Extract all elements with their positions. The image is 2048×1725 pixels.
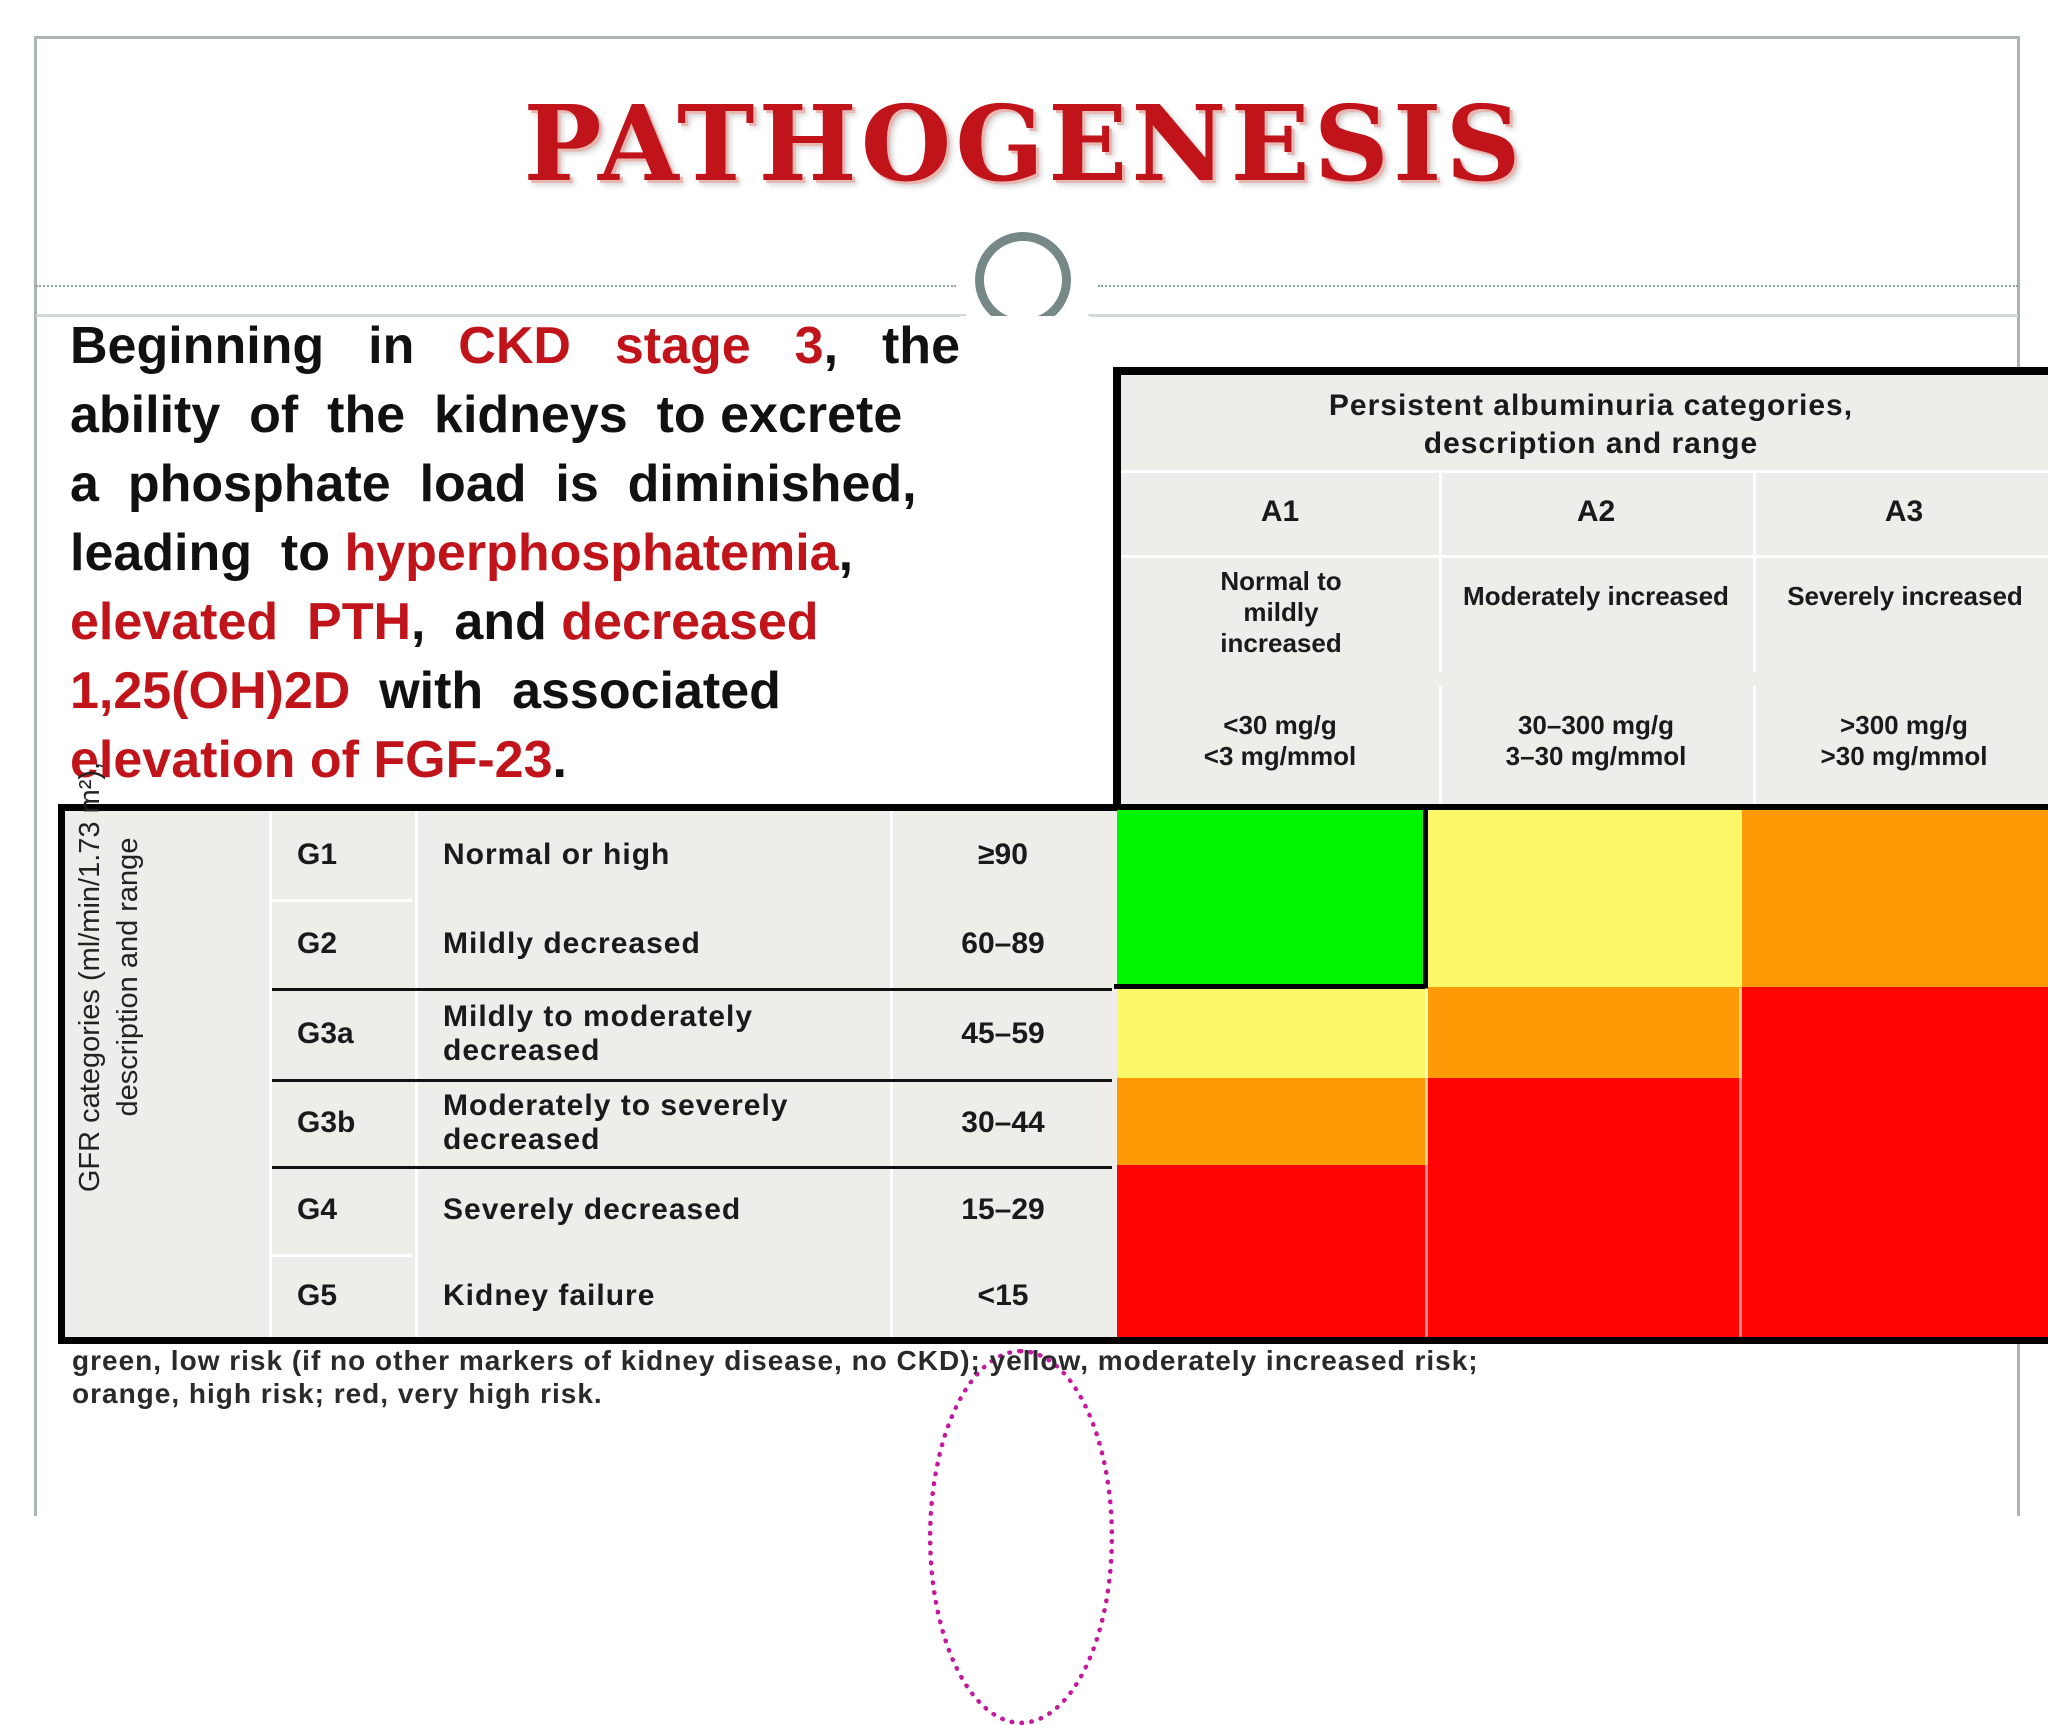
text-the: the	[881, 317, 960, 375]
text-hyperphosphatemia: hyperphosphatemia	[344, 524, 839, 582]
divider-dotted-right	[1098, 285, 2018, 287]
gfr-description-g3b: Moderately to severely decreased	[443, 1088, 789, 1156]
risk-cell-g4-a3	[1742, 1165, 2048, 1254]
gfr-box	[58, 761, 2048, 1344]
risk-cell-g1-a3	[1742, 810, 2048, 899]
a2-range-mg-mmol: 3–30 mg/mmol	[1505, 741, 1687, 771]
text-elevated-pth: elevated PTH	[70, 593, 412, 651]
text-decreased: decreased	[561, 593, 819, 651]
range-gap	[1121, 672, 2048, 686]
text-and: , and	[411, 593, 562, 651]
gfr-code-g3b: G3b	[297, 1105, 356, 1139]
a3-description: Severely increased	[1787, 581, 2023, 611]
albuminuria-header-box	[1113, 367, 2048, 807]
a1-range	[1121, 710, 1439, 772]
text-comma: ,	[823, 317, 839, 375]
divider-dotted-left	[36, 285, 956, 287]
gfr-description-g3a: Mildly to moderately decreased	[443, 999, 754, 1067]
heatmap-col-sep-2	[1739, 988, 1742, 1337]
text-in: in	[368, 317, 415, 375]
slide-title: PATHOGENESIS	[523, 82, 1525, 205]
header-separator	[1121, 470, 2048, 473]
gfr-range-g5: <15	[977, 1278, 1029, 1312]
risk-legend	[72, 1344, 1952, 1410]
text-stage: stage	[614, 317, 751, 375]
risk-cell-g3b-a2	[1428, 1078, 1742, 1166]
a1-code: A1	[1260, 495, 1300, 528]
legend-line-2: orange, high risk; red, very high risk.	[72, 1378, 603, 1409]
a1-range-mg-g: <30 mg/g	[1223, 710, 1337, 740]
gfr-range-g4: 15–29	[961, 1193, 1045, 1226]
legend-line-1: green, low risk (if no other markers of kidney disease, no CKD); yellow, moderately increased risk;	[72, 1345, 1479, 1376]
risk-cell-g3b-a3	[1742, 1078, 2048, 1166]
text-fgf23: elevation of FGF-23	[70, 731, 553, 789]
risk-cell-g5-a3	[1742, 1253, 2048, 1337]
risk-cell-g1-a2	[1428, 810, 1742, 899]
gfr-code-g2: G2	[297, 926, 338, 960]
a2-code: A2	[1576, 495, 1616, 528]
a1-description: Normal to mildly increased	[1220, 566, 1342, 658]
a3-code: A3	[1884, 495, 1924, 528]
gfr-description-g5: Kidney failure	[443, 1278, 656, 1312]
risk-cell-g2-a2	[1428, 898, 1742, 988]
risk-cell-g5-a1	[1117, 1253, 1428, 1337]
risk-cell-g3a-a3	[1742, 987, 2048, 1079]
gfr-range-g1: ≥90	[978, 838, 1028, 871]
a2-range-mg-g: 30–300 mg/g	[1517, 710, 1675, 740]
text-ckd: CKD	[458, 317, 571, 375]
a1-range-mg-mmol: <3 mg/mmol	[1203, 741, 1357, 771]
a3-range-mg-mmol: >30 mg/mmol	[1820, 741, 1988, 771]
gfr-sep-axis	[269, 811, 272, 1337]
ckd-risk-table	[58, 367, 2023, 1367]
gfr-range-g3a: 45–59	[961, 1016, 1045, 1050]
body-line-3: a phosphate load is diminished,	[70, 455, 917, 513]
gfr-axis-label-line-2: description and range	[112, 837, 144, 1117]
risk-cell-g5-a2	[1428, 1253, 1742, 1337]
gfr-axis-label-line-1: GFR categories (ml/min/1.73 m²),	[74, 761, 106, 1193]
gfr-axis-label	[71, 707, 181, 1247]
gfr-description-g4: Severely decreased	[443, 1193, 742, 1226]
low-risk-block-border	[1114, 809, 1428, 989]
a3-range-mg-g: >300 mg/g	[1840, 710, 1968, 740]
gfr-code-g4: G4	[297, 1193, 338, 1226]
gfr-gap-g1-g2-code	[272, 899, 412, 902]
heatmap-col-sep-1	[1425, 988, 1428, 1337]
text-comma-2: ,	[838, 524, 854, 582]
text-stage-number: 3	[794, 317, 824, 375]
divider-solid-right	[1088, 314, 2018, 317]
text-vitamin-d: 1,25(OH)2D	[70, 662, 351, 720]
albuminuria-header: Persistent albuminuria categories, description and range	[1328, 389, 1854, 460]
risk-cell-g3b-a1	[1117, 1078, 1428, 1166]
risk-cell-g3a-a1	[1117, 987, 1428, 1079]
a2-description: Moderately increased	[1463, 581, 1729, 611]
a2-range	[1439, 710, 1753, 772]
risk-cell-g3a-a2	[1428, 987, 1742, 1079]
risk-cell-g4-a1	[1117, 1165, 1428, 1254]
gfr-description-g2: Mildly decreased	[443, 926, 701, 960]
gfr-range-g3b: 30–44	[961, 1105, 1045, 1139]
text-with-associated: with associated	[350, 662, 781, 720]
text-beginning: Beginning	[70, 317, 325, 375]
gfr-code-g3a: G3a	[297, 1016, 354, 1050]
risk-cell-g4-a2	[1428, 1165, 1742, 1254]
gfr-description-g1: Normal or high	[443, 838, 671, 871]
gfr-gap-g4-g5-code	[272, 1254, 412, 1257]
body-line-2: ability of the kidneys to excrete	[70, 386, 903, 444]
risk-cell-g2-a3	[1742, 898, 2048, 988]
text-leading-to: leading to	[70, 524, 345, 582]
text-period: .	[552, 731, 567, 789]
gfr-sep-code	[415, 811, 418, 1337]
a3-range	[1753, 710, 2048, 772]
code-separator	[1121, 555, 2048, 558]
gfr-range-g2: 60–89	[961, 926, 1045, 960]
gfr-code-g1: G1	[297, 838, 338, 871]
gfr-code-g5: G5	[297, 1278, 338, 1312]
